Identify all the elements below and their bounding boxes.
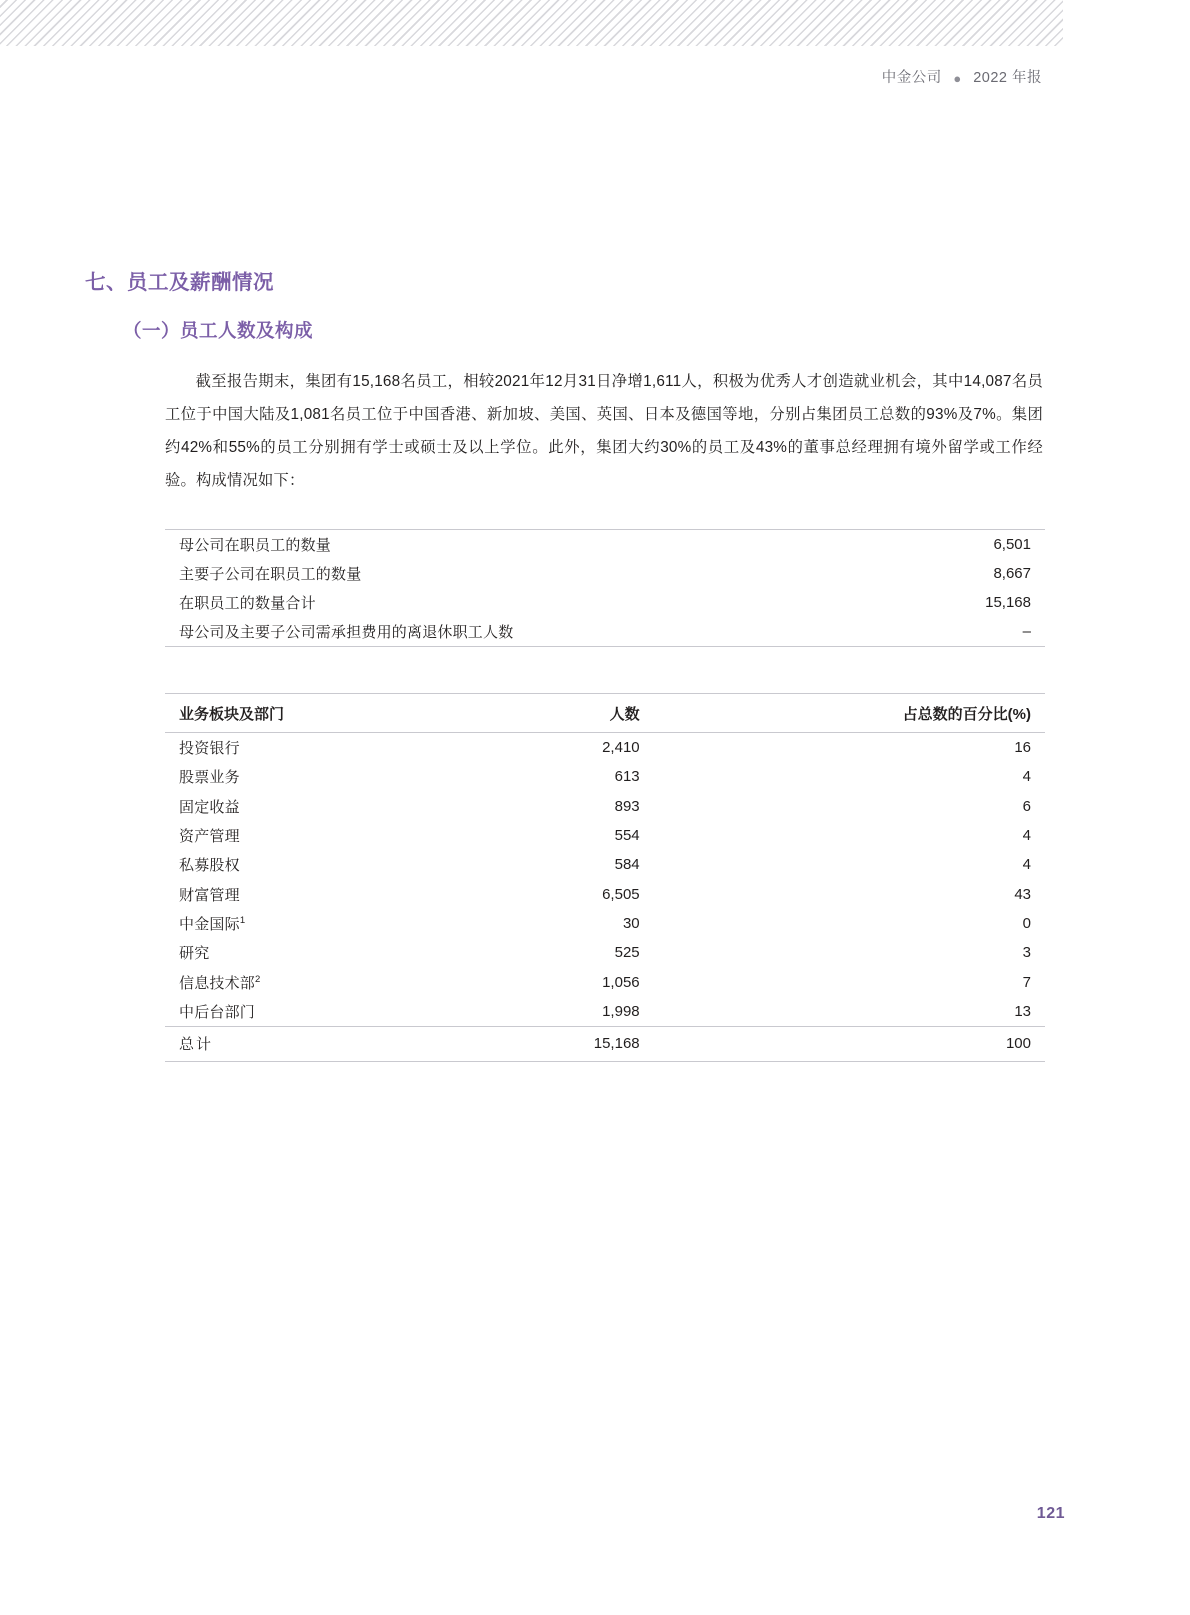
- total-percent: 100: [1005, 1035, 1031, 1053]
- employee-summary-table: [165, 529, 1045, 647]
- table-row: [165, 909, 1045, 938]
- department-percent: 13: [1014, 1002, 1031, 1020]
- column-header-count: 人数: [609, 705, 640, 723]
- department-label: 信息技术部: [179, 974, 256, 992]
- department-headcount-table: [165, 693, 1045, 1062]
- department-table-block: [165, 693, 1045, 1062]
- department-name: [165, 967, 497, 996]
- subsection-heading: （一）员工人数及构成: [123, 320, 314, 341]
- column-header-department: 业务板块及部门: [179, 705, 285, 723]
- page-number: 121: [1036, 1505, 1065, 1522]
- department-count: 893: [614, 797, 640, 815]
- summary-label: 主要子公司在职员工的数量: [179, 566, 362, 583]
- table-row: [165, 938, 1045, 967]
- department-count: 554: [614, 827, 640, 845]
- table-row: [165, 997, 1045, 1027]
- department-name: [165, 938, 497, 967]
- department-percent: 16: [1014, 739, 1031, 757]
- table-row: [165, 559, 1045, 588]
- summary-value: 8,667: [993, 565, 1031, 582]
- department-percent: 4: [1022, 856, 1031, 874]
- department-label: 投资银行: [179, 740, 240, 758]
- department-count: 525: [614, 944, 640, 962]
- decorative-hatch-band: [0, 0, 1063, 46]
- department-name: [165, 792, 497, 821]
- total-label: 总计: [179, 1036, 214, 1054]
- department-label: 中后台部门: [179, 1003, 256, 1021]
- department-count: 30: [622, 914, 640, 932]
- table-row: [165, 588, 1045, 617]
- department-name: [165, 821, 497, 850]
- department-percent: 43: [1014, 885, 1031, 903]
- department-count: 584: [614, 856, 640, 874]
- footnote-marker: 2: [255, 973, 261, 985]
- summary-label: 母公司及主要子公司需承担费用的离退休职工人数: [179, 624, 514, 641]
- department-label: 固定收益: [179, 798, 240, 816]
- table-header-row: [165, 694, 1045, 733]
- department-count: 6,505: [602, 885, 640, 903]
- table-row: [165, 530, 1045, 560]
- table-row: [165, 850, 1045, 879]
- department-label: 研究: [179, 945, 210, 963]
- header-report-name: 2022 年报: [973, 70, 1042, 86]
- page-content: [85, 265, 1045, 1062]
- department-label: 中金国际: [179, 915, 240, 933]
- page-header: [882, 66, 1042, 87]
- department-label: 财富管理: [179, 886, 240, 904]
- summary-label: 母公司在职员工的数量: [179, 537, 332, 554]
- department-name: [165, 879, 497, 908]
- footnote-marker: 1: [239, 914, 246, 926]
- department-count: 613: [614, 768, 640, 786]
- summary-value: –: [1022, 623, 1031, 640]
- department-percent: 6: [1022, 797, 1031, 815]
- table-row: [165, 762, 1045, 791]
- department-count: 1,056: [602, 973, 640, 991]
- department-count: 1,998: [602, 1002, 640, 1020]
- section-heading: 七、员工及薪酬情况: [85, 271, 274, 294]
- department-label: 股票业务: [179, 769, 240, 787]
- total-count: 15,168: [593, 1035, 640, 1053]
- department-label: 资产管理: [179, 828, 240, 846]
- summary-value: 6,501: [993, 536, 1031, 553]
- department-label: 私募股权: [179, 857, 240, 875]
- department-name: [165, 850, 497, 879]
- department-percent: 4: [1022, 827, 1031, 845]
- summary-value: 15,168: [985, 594, 1031, 611]
- table-row: [165, 733, 1045, 763]
- body-paragraph: 截至报告期末，集团有15,168名员工，相较2021年12月31日净增1,611人，积极为优秀人才创造就业机会，其中14,087名员工位于中国大陆及1,081名员工位于中国香港、新加坡、美国、英国、日本及德国等地，分别占集团员工总数的93%及7%。集团约42%和55%的员工分别拥有学士或硕士及以上学位。此外，集团大约30%的员工及43%的董事总经理拥有境外留学或工作经验。构成情况如下：: [165, 373, 1043, 489]
- table-row: [165, 792, 1045, 821]
- department-name: [165, 733, 497, 763]
- header-separator-dot: ●: [953, 70, 962, 86]
- summary-label: 在职员工的数量合计: [179, 595, 316, 612]
- department-name: [165, 762, 497, 791]
- table-row: [165, 879, 1045, 908]
- table-total-row: [165, 1026, 1045, 1061]
- department-name: [165, 909, 497, 938]
- table-row: [165, 821, 1045, 850]
- header-company: 中金公司: [881, 70, 942, 86]
- summary-table-block: [165, 529, 1045, 647]
- department-percent: 0: [1022, 914, 1031, 932]
- table-row: [165, 967, 1045, 996]
- department-percent: 7: [1022, 973, 1031, 991]
- department-percent: 3: [1022, 944, 1031, 962]
- department-count: 2,410: [602, 739, 640, 757]
- department-percent: 4: [1022, 768, 1031, 786]
- department-name: [165, 997, 497, 1027]
- table-row: [165, 617, 1045, 647]
- column-header-percent: 占总数的百分比(%): [902, 705, 1031, 723]
